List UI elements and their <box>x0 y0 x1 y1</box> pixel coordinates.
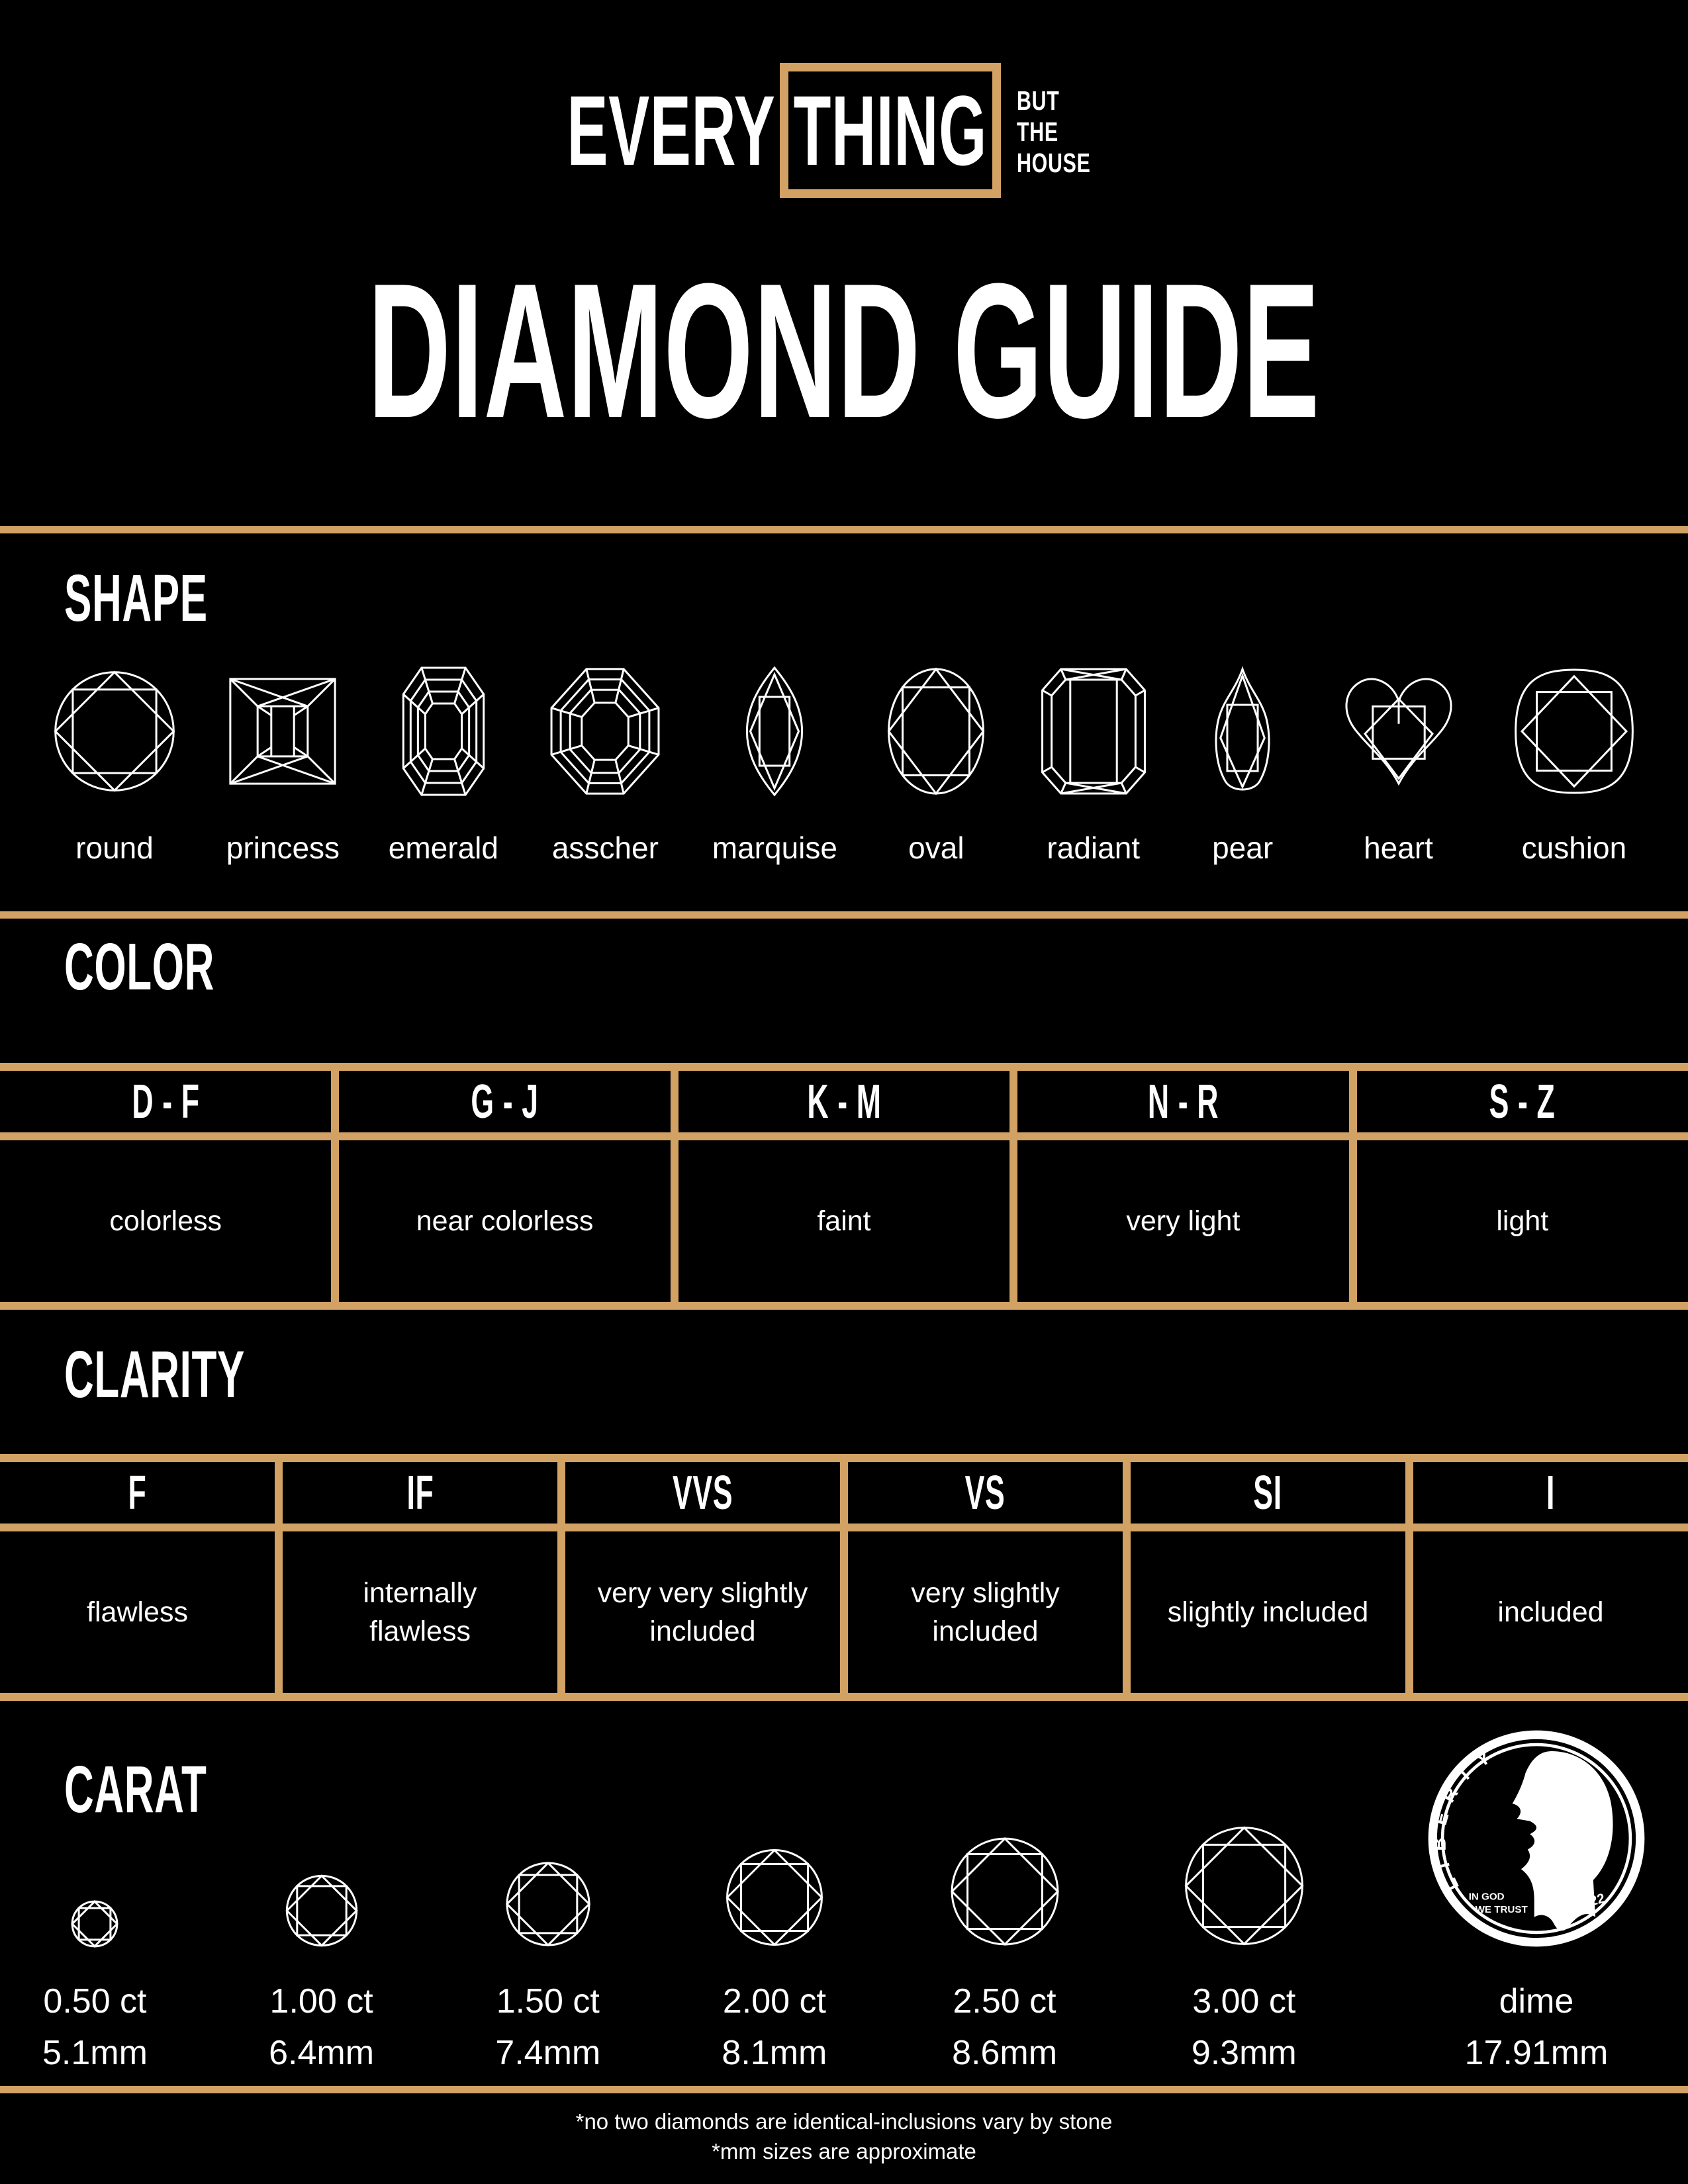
dime-liberty-text: LIBERTY <box>1429 1741 1503 1895</box>
carat-mm-label: 17.91mm <box>1464 2034 1609 2072</box>
logo-box <box>780 63 1001 198</box>
clarity-grade-header <box>848 1462 1123 1524</box>
clarity-grade-text: IF <box>406 1466 434 1520</box>
carat-diamond-icon <box>1182 1824 1306 1948</box>
shape-label: asscher <box>551 831 659 865</box>
shape-figure-asscher <box>547 662 663 863</box>
dime-motto-line1: IN GOD <box>1468 1891 1505 1903</box>
shape-figure-round <box>52 662 177 863</box>
shape-figure-oval <box>886 662 986 863</box>
radiant-diamond-icon <box>1035 662 1152 801</box>
cushion-diamond-icon <box>1512 662 1636 801</box>
shape-figure-radiant <box>1035 662 1152 863</box>
clarity-section-heading <box>64 1338 355 1412</box>
heart-diamond-icon <box>1334 662 1464 801</box>
logo-tagline-line: BUT <box>1016 85 1060 116</box>
oval-diamond-icon <box>886 662 986 801</box>
shape-figure-pear <box>1200 662 1285 863</box>
color-grade-desc <box>339 1140 670 1302</box>
shape-figure-cushion <box>1512 662 1636 863</box>
clarity-grade-desc <box>283 1531 557 1693</box>
clarity-grade-header <box>565 1462 840 1524</box>
shape-figure-marquise <box>712 662 837 863</box>
color-grade-text: D - F <box>132 1075 200 1128</box>
color-heading-text: COLOR <box>64 930 214 1004</box>
shape-label: marquise <box>712 831 837 865</box>
round-diamond-icon <box>52 662 177 801</box>
clarity-grade-desc <box>1131 1531 1405 1693</box>
clarity-grade-desc <box>848 1531 1123 1693</box>
color-grade-header <box>0 1071 331 1132</box>
clarity-desc-text: internally flawless <box>363 1577 477 1647</box>
dime-year-text: 2022 <box>1573 1890 1607 1913</box>
carat-row <box>0 1729 1688 2070</box>
dime-icon <box>1427 1729 1646 1948</box>
clarity-desc-text: very slightly included <box>911 1577 1060 1647</box>
carat-diamond-icon <box>71 1900 118 1948</box>
carat-item <box>1182 1824 1306 2070</box>
shape-label: heart <box>1364 831 1433 865</box>
shape-label: round <box>75 831 154 865</box>
clarity-desc-text: flawless <box>87 1596 188 1628</box>
color-grade-header <box>339 1071 670 1132</box>
logo-word-thing: THING <box>793 75 987 186</box>
clarity-grade-desc <box>565 1531 840 1693</box>
color-desc-text: near colorless <box>416 1205 594 1237</box>
dime-motto-line2: WE TRUST <box>1475 1904 1528 1916</box>
carat-item <box>269 1874 374 2070</box>
color-grade-text: N - R <box>1147 1075 1219 1128</box>
clarity-grade-header <box>0 1462 275 1524</box>
clarity-grade-desc <box>1413 1531 1688 1693</box>
gold-divider <box>0 526 1688 533</box>
footer-note: *mm sizes are approximate <box>712 2139 976 2163</box>
carat-ct-label: 2.50 ct <box>953 1982 1056 2021</box>
page-title <box>0 244 1688 458</box>
carat-diamond-icon <box>949 1835 1061 1948</box>
gold-divider <box>0 2086 1688 2093</box>
carat-item <box>949 1835 1061 2070</box>
princess-diamond-icon <box>226 662 340 801</box>
carat-item-dime <box>1427 1729 1646 2070</box>
carat-ct-label: 1.50 ct <box>496 1982 600 2021</box>
shape-label: cushion <box>1521 831 1627 865</box>
clarity-grade-text: F <box>128 1466 147 1520</box>
marquise-diamond-icon <box>733 662 816 801</box>
logo-word-every-wrap <box>567 75 776 186</box>
shape-label: emerald <box>388 831 498 865</box>
color-desc-text: very light <box>1126 1205 1241 1237</box>
carat-diamond-icon <box>724 1847 825 1948</box>
shape-label: princess <box>226 831 340 865</box>
logo-tagline <box>1017 85 1091 179</box>
shape-figure-emerald <box>389 662 498 863</box>
emerald-diamond-icon <box>398 662 489 801</box>
color-grade-header <box>679 1071 1009 1132</box>
clarity-grade-header <box>1131 1462 1405 1524</box>
color-grade-text: S - Z <box>1489 1075 1556 1128</box>
carat-mm-label: 5.1mm <box>42 2034 148 2072</box>
color-grade-text: K - M <box>806 1075 882 1128</box>
shape-label: oval <box>908 831 964 865</box>
clarity-grade-header <box>283 1462 557 1524</box>
color-grade-desc <box>1017 1140 1348 1302</box>
shape-heading-text: SHAPE <box>64 561 208 635</box>
carat-mm-label: 7.4mm <box>495 2034 601 2072</box>
carat-ct-label: 3.00 ct <box>1192 1982 1296 2021</box>
color-desc-text: faint <box>817 1205 871 1237</box>
color-desc-text: colorless <box>109 1205 222 1237</box>
carat-item <box>722 1847 827 2070</box>
clarity-grade-text: I <box>1546 1466 1556 1520</box>
asscher-diamond-icon <box>547 662 663 801</box>
shape-section-heading <box>64 561 296 635</box>
color-grade-desc <box>1357 1140 1688 1302</box>
color-desc-text: light <box>1496 1205 1549 1237</box>
logo-tagline-line: THE <box>1016 116 1058 147</box>
page-title-text: DIAMOND GUIDE <box>367 244 1321 458</box>
color-grade-header <box>1017 1071 1348 1132</box>
clarity-desc-text: very very slightly included <box>597 1577 808 1647</box>
ebth-logo <box>0 63 1688 198</box>
clarity-grade-text: VVS <box>672 1466 733 1520</box>
carat-ct-label: dime <box>1499 1982 1574 2021</box>
clarity-desc-text: included <box>1497 1596 1604 1628</box>
clarity-grade-desc <box>0 1531 275 1693</box>
pear-diamond-icon <box>1200 662 1285 801</box>
logo-word-every: EVERY <box>567 75 776 186</box>
shape-figure-heart <box>1334 662 1464 863</box>
logo-tagline-line: HOUSE <box>1016 148 1091 178</box>
color-grade-header <box>1357 1071 1688 1132</box>
footer-note: *no two diamonds are identical-inclusions vary by stone <box>575 2109 1113 2134</box>
shape-figure-princess <box>226 662 340 863</box>
carat-mm-label: 8.6mm <box>952 2034 1058 2072</box>
footer-notes <box>0 2107 1688 2166</box>
carat-heading-text: CARAT <box>64 1752 207 1827</box>
shape-label: pear <box>1212 831 1274 865</box>
carat-diamond-icon <box>504 1860 592 1948</box>
clarity-grade-header <box>1413 1462 1688 1524</box>
carat-item <box>42 1900 148 2070</box>
gold-divider <box>0 911 1688 919</box>
carat-mm-label: 6.4mm <box>269 2034 375 2072</box>
carat-diamond-icon <box>285 1874 359 1948</box>
carat-mm-label: 9.3mm <box>1191 2034 1297 2072</box>
carat-item <box>495 1860 600 2070</box>
shape-label: radiant <box>1047 831 1141 865</box>
carat-ct-label: 2.00 ct <box>722 1982 826 2021</box>
color-section-heading <box>64 930 306 1004</box>
color-table <box>0 1063 1688 1310</box>
carat-ct-label: 1.00 ct <box>269 1982 373 2021</box>
color-grade-text: G - J <box>471 1075 539 1128</box>
clarity-grade-text: SI <box>1253 1466 1283 1520</box>
clarity-grade-text: VS <box>965 1466 1006 1520</box>
color-grade-desc <box>0 1140 331 1302</box>
shape-row <box>0 662 1688 863</box>
carat-mm-label: 8.1mm <box>722 2034 827 2072</box>
color-grade-desc <box>679 1140 1009 1302</box>
clarity-heading-text: CLARITY <box>64 1338 245 1412</box>
carat-ct-label: 0.50 ct <box>43 1982 147 2021</box>
clarity-desc-text: slightly included <box>1167 1596 1369 1628</box>
clarity-table <box>0 1454 1688 1701</box>
